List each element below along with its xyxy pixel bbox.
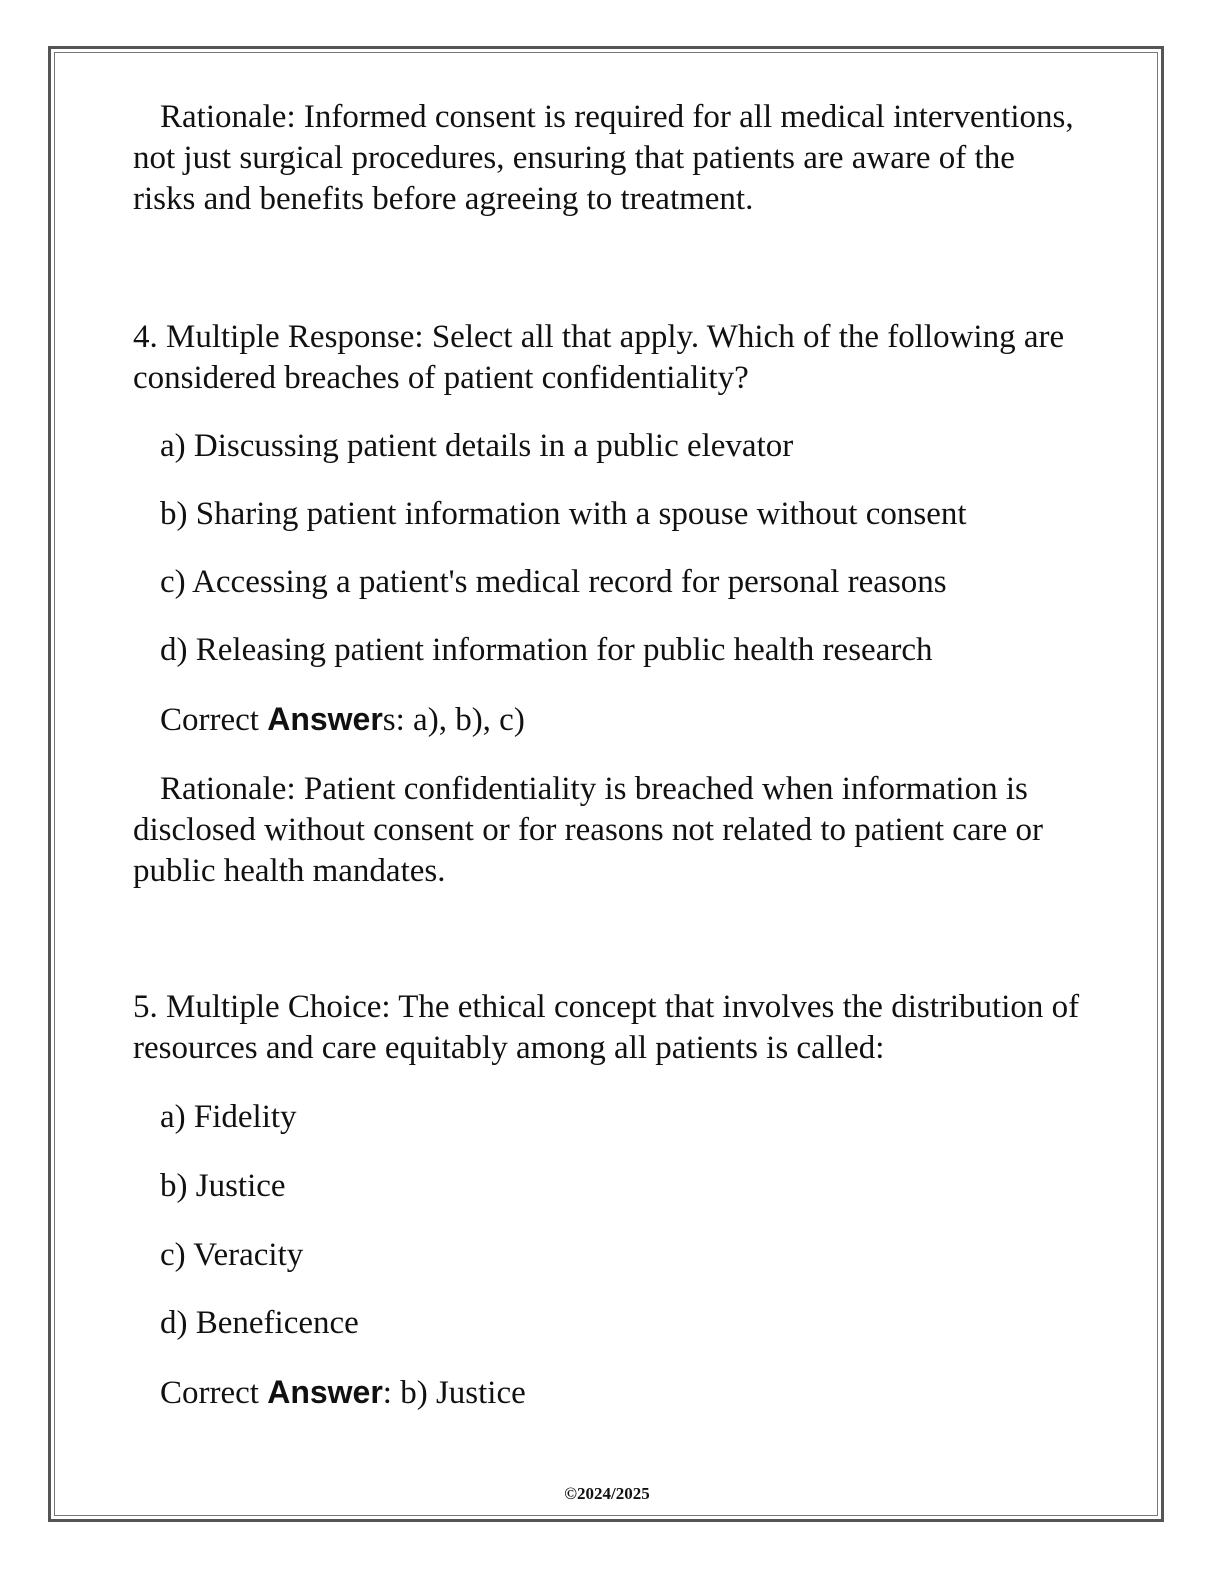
option-a: a) Fidelity: [160, 1099, 297, 1135]
option-d: d) Releasing patient information for public health research: [160, 632, 933, 668]
option-b: b) Justice: [160, 1168, 286, 1204]
rationale-paragraph: Rationale: Patient confidentiality is breached when information is disclosed without consent or for reasons not related to patient care or public health mandates.: [133, 771, 1043, 889]
option-b: b) Sharing patient information with a spouse without consent: [160, 496, 967, 532]
option-d: d) Beneficence: [160, 1305, 359, 1341]
answer-word: Answer: [267, 701, 383, 737]
correct-answer: [133, 699, 1083, 741]
question-5: 5. Multiple Choice: The ethical concept that involves the distribution of resources and care equitably among all patients is called:: [133, 989, 1080, 1066]
correct-answer: [133, 1372, 1083, 1414]
question-4: 4. Multiple Response: Select all that apply. Which of the following are considered breaches of patient confidentiality?: [133, 319, 1065, 396]
copyright-footer: ©2024/2025: [564, 1484, 650, 1503]
document-body: [133, 97, 1083, 1414]
rationale-paragraph: Rationale: Informed consent is required for all medical interventions, not just surgical procedures, ensuring that patients are aware of the risks and benefits before agreeing to treatment.: [133, 99, 1074, 217]
answer-suffix: s: a), b), c): [382, 702, 525, 738]
option-c: c) Accessing a patient's medical record for personal reasons: [160, 564, 947, 600]
answer-word: Answer: [267, 1374, 383, 1410]
option-c: c) Veracity: [160, 1237, 304, 1273]
answer-suffix: : b) Justice: [382, 1375, 526, 1411]
option-a: a) Discussing patient details in a public elevator: [160, 428, 794, 464]
answer-prefix: Correct: [160, 702, 268, 738]
answer-prefix: Correct: [160, 1375, 268, 1411]
